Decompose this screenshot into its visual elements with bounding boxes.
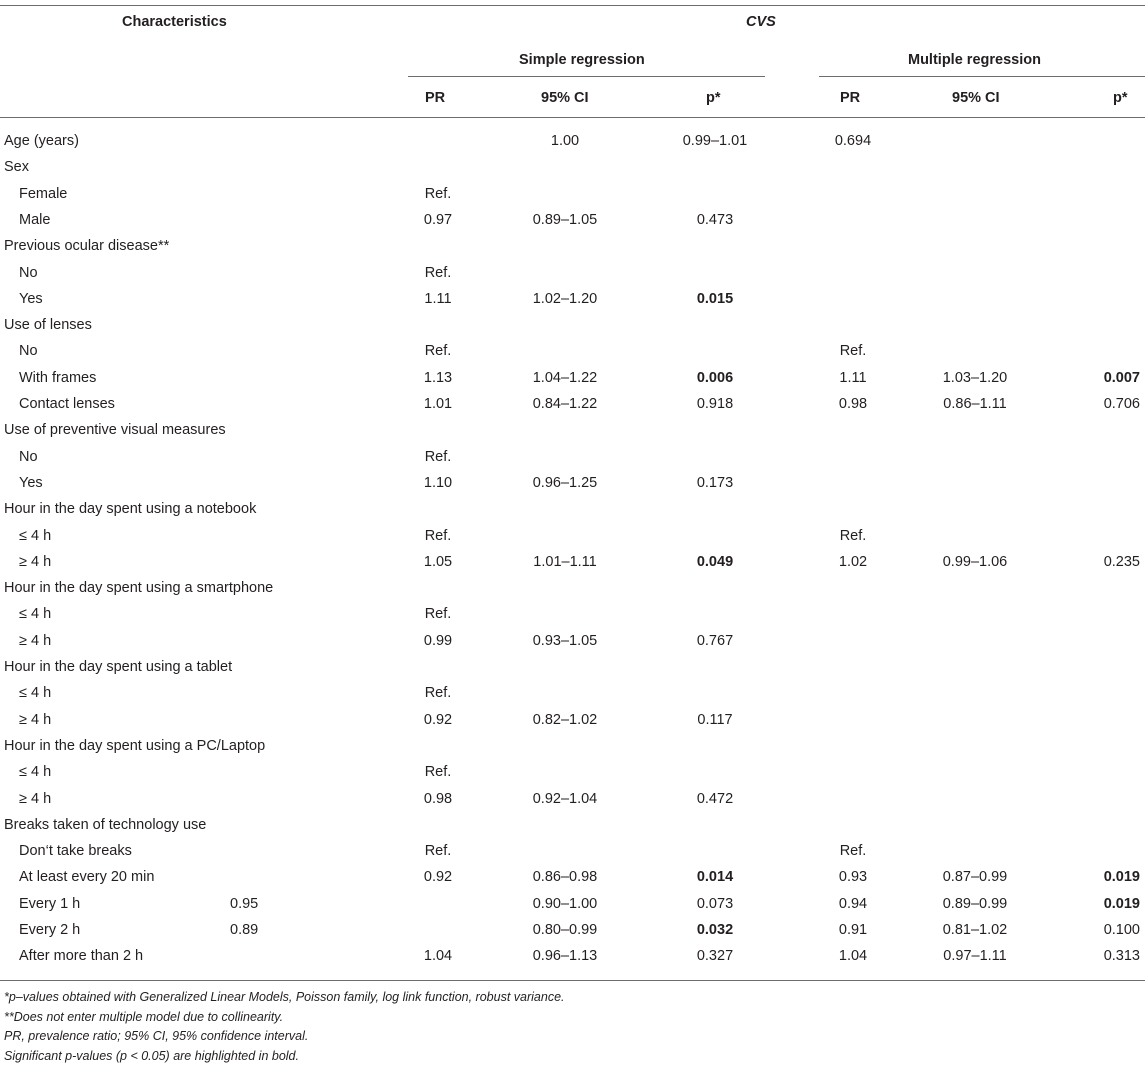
multiple-pr-value: 1.11: [839, 369, 867, 386]
simple-p-value: 0.014: [696, 869, 734, 886]
table-row: [0, 891, 1145, 917]
simple-p-value: 0.472: [696, 790, 734, 807]
multiple-pr-value: 0.93: [838, 869, 868, 886]
simple-ci-value: 0.89–1.05: [532, 211, 598, 228]
multiple-pr-value: 1.04: [838, 948, 868, 965]
simple-p-value: 0.006: [696, 369, 734, 386]
row-label: Previous ocular disease**: [4, 238, 170, 255]
row-label: Breaks taken of technology use: [4, 816, 207, 833]
multiple-pr-value: 0.91: [838, 922, 868, 938]
simple-ci-value: 0.90–1.00: [532, 895, 598, 912]
multiple-ci-value: 0.89–0.99: [942, 895, 1008, 912]
col-p-simple: p*: [706, 90, 721, 106]
multiple-p-value: 0.313: [1103, 948, 1140, 965]
table-row: [0, 759, 1145, 785]
table-row: [0, 917, 1145, 943]
footnote: PR, prevalence ratio; 95% CI, 95% confidence interval.: [4, 1029, 309, 1043]
row-label: Every 1 h: [19, 895, 81, 912]
simple-pr-value: 0.92: [423, 711, 453, 728]
simple-ci-value: 1.02–1.20: [532, 290, 598, 307]
simple-regression-header: Simple regression: [519, 52, 645, 68]
table-row: [0, 628, 1145, 654]
multiple-ci-value: 0.86–1.11: [943, 396, 1007, 412]
row-label: Hour in the day spent using a PC/Laptop: [4, 737, 266, 754]
simple-ci-value: 0.86–0.98: [532, 869, 598, 886]
row-label: ≤ 4 h: [19, 527, 52, 544]
simple-pr-value: Ref.: [424, 843, 452, 860]
simple-ci-value: 0.92–1.04: [532, 790, 598, 807]
row-label: After more than 2 h: [19, 948, 144, 965]
row-label: At least every 20 min: [19, 869, 155, 886]
multiple-ci-value: 0.81–1.02: [942, 922, 1008, 938]
simple-p-value: 0.032: [696, 922, 734, 938]
table-row: [0, 154, 1145, 180]
simple-pr-value: Ref.: [424, 343, 452, 360]
simple-pr-value: 1.10: [423, 474, 453, 491]
simple-p-value: 0.049: [696, 553, 734, 570]
multiple-p-value: 0.235: [1103, 553, 1140, 570]
simple-p-value: 0.767: [696, 632, 734, 649]
table-top-rule: [0, 5, 1145, 6]
col-ci-multiple: 95% CI: [952, 90, 1000, 106]
simple-pr-value: Ref.: [424, 606, 452, 623]
table-bottom-rule: [0, 980, 1145, 981]
table-row: [0, 707, 1145, 733]
simple-ci-value: 0.96–1.25: [532, 474, 598, 491]
row-label: Use of lenses: [4, 317, 92, 334]
row-label: ≤ 4 h: [19, 764, 52, 781]
simple-pr-value: Ref.: [424, 685, 452, 702]
table-row: [0, 496, 1145, 522]
pr-value-offset: 0.95: [230, 895, 259, 912]
simple-ci-value: 1.01–1.11: [533, 553, 597, 570]
table-row: [0, 417, 1145, 443]
table-row: [0, 338, 1145, 364]
multiple-pr-value: 0.98: [838, 396, 868, 412]
simple-pr-value: 1.13: [423, 369, 453, 386]
multiple-p-value: 0.100: [1103, 922, 1140, 938]
simple-p-value: 0.473: [696, 211, 734, 228]
table-row: [0, 733, 1145, 759]
table-row: [0, 260, 1145, 286]
simple-pr-value: 0.92: [423, 869, 453, 886]
footnote: Significant p-values (p < 0.05) are highlighted in bold.: [4, 1048, 299, 1063]
row-label: Hour in the day spent using a tablet: [4, 659, 233, 675]
table-row: [0, 943, 1145, 969]
table-row: [0, 181, 1145, 207]
multiple-pr-value: Ref.: [839, 843, 867, 860]
simple-ci-value: 0.80–0.99: [532, 922, 598, 938]
multiple-pr-value: Ref.: [839, 343, 867, 360]
row-label: ≥ 4 h: [19, 632, 52, 649]
simple-ci-value: 1.00: [550, 133, 580, 149]
simple-pr-value: 1.05: [423, 553, 453, 570]
row-label: Sex: [4, 159, 29, 176]
simple-pr-value: Ref.: [424, 264, 452, 281]
table-row: [0, 207, 1145, 233]
table-row: [0, 786, 1145, 812]
simple-p-value: 0.173: [696, 474, 734, 491]
row-label: Don‘t take breaks: [19, 843, 132, 860]
table-row: [0, 654, 1145, 680]
row-label: With frames: [19, 369, 97, 386]
table-row: [0, 470, 1145, 496]
multiple-pr-value: Ref.: [839, 527, 867, 544]
row-label: Hour in the day spent using a notebook: [4, 501, 257, 518]
row-label: Female: [19, 185, 68, 202]
multiple-ci-value: 1.03–1.20: [942, 369, 1008, 386]
simple-p-value: 0.918: [696, 396, 734, 412]
simple-p-value: 0.073: [696, 895, 734, 912]
table-row: [0, 575, 1145, 601]
table-row: [0, 523, 1145, 549]
simple-p-value: 0.015: [696, 290, 734, 307]
simple-pr-value: 1.11: [424, 290, 452, 307]
table-row: [0, 864, 1145, 890]
simple-ci-value: 1.04–1.22: [532, 369, 598, 386]
simple-p-value: 0.117: [697, 711, 733, 728]
row-label: No: [19, 343, 38, 360]
multiple-p-value: 0.007: [1103, 369, 1140, 386]
simple-pr-value: Ref.: [424, 448, 452, 465]
row-label: Age (years): [4, 133, 79, 149]
simple-pr-value: Ref.: [424, 764, 452, 781]
table-row: [0, 233, 1145, 259]
simple-pr-value: 1.04: [423, 948, 453, 965]
simple-p-value: 0.327: [696, 948, 734, 965]
simple-ci-value: 0.93–1.05: [532, 632, 598, 649]
footnote: **Does not enter multiple model due to collinearity.: [4, 1009, 284, 1024]
multiple-regression-underline: [819, 76, 1145, 77]
table-row: [0, 838, 1145, 864]
table-row: [0, 812, 1145, 838]
multiple-p-value: 0.019: [1103, 869, 1140, 886]
table-row: [0, 444, 1145, 470]
simple-ci-value: 0.84–1.22: [532, 396, 598, 412]
multiple-ci-value: 0.99–1.06: [942, 553, 1008, 570]
multiple-pr-value: 0.694: [834, 133, 872, 149]
col-p-multiple: p*: [1113, 90, 1128, 106]
row-label: ≥ 4 h: [19, 553, 52, 570]
row-label: No: [19, 264, 38, 281]
multiple-ci-value: 0.87–0.99: [942, 869, 1008, 886]
header-bottom-rule: [0, 117, 1145, 118]
col-pr-simple: PR: [425, 90, 446, 106]
simple-pr-value: 1.01: [423, 396, 453, 412]
footnote: *p–values obtained with Generalized Linear Models, Poisson family, log link function, robust variance.: [4, 990, 565, 1004]
multiple-pr-value: 0.94: [838, 895, 868, 912]
characteristics-header: Characteristics: [122, 14, 227, 30]
outcome-header: CVS: [746, 14, 776, 30]
pr-value-offset: 0.89: [230, 922, 259, 938]
simple-pr-value: 0.97: [423, 211, 453, 228]
col-pr-multiple: PR: [840, 90, 861, 106]
simple-ci-value: 0.96–1.13: [532, 948, 598, 965]
table-row: [0, 365, 1145, 391]
row-label: ≥ 4 h: [19, 711, 52, 728]
row-label: Every 2 h: [19, 922, 81, 938]
simple-ci-value: 0.82–1.02: [532, 711, 598, 728]
row-label: Male: [19, 211, 51, 228]
multiple-p-value: 0.706: [1103, 396, 1140, 412]
simple-pr-value: Ref.: [424, 527, 452, 544]
table-row: [0, 312, 1145, 338]
row-label: Yes: [19, 290, 43, 307]
table-row: [0, 680, 1145, 706]
row-label: Contact lenses: [19, 396, 115, 412]
table-row: [0, 549, 1145, 575]
col-ci-simple: 95% CI: [541, 90, 589, 106]
table-row: [0, 601, 1145, 627]
row-label: ≥ 4 h: [19, 790, 52, 807]
row-label: Use of preventive visual measures: [4, 422, 226, 439]
row-label: ≤ 4 h: [19, 685, 52, 702]
multiple-pr-value: 1.02: [838, 553, 868, 570]
simple-regression-underline: [408, 76, 765, 77]
row-label: No: [19, 448, 38, 465]
simple-pr-value: 0.99: [423, 632, 453, 649]
table-row: [0, 286, 1145, 312]
table-row: [0, 128, 1145, 154]
row-label: ≤ 4 h: [19, 606, 52, 623]
row-label: Hour in the day spent using a smartphone: [4, 580, 274, 597]
row-label: Yes: [19, 474, 43, 491]
simple-pr-value: Ref.: [424, 185, 452, 202]
multiple-p-value: 0.019: [1103, 895, 1140, 912]
multiple-ci-value: 0.97–1.11: [943, 948, 1007, 965]
table-row: [0, 391, 1145, 417]
multiple-regression-header: Multiple regression: [908, 52, 1041, 68]
simple-pr-value: 0.98: [423, 790, 453, 807]
simple-p-value: 0.99–1.01: [682, 133, 748, 149]
